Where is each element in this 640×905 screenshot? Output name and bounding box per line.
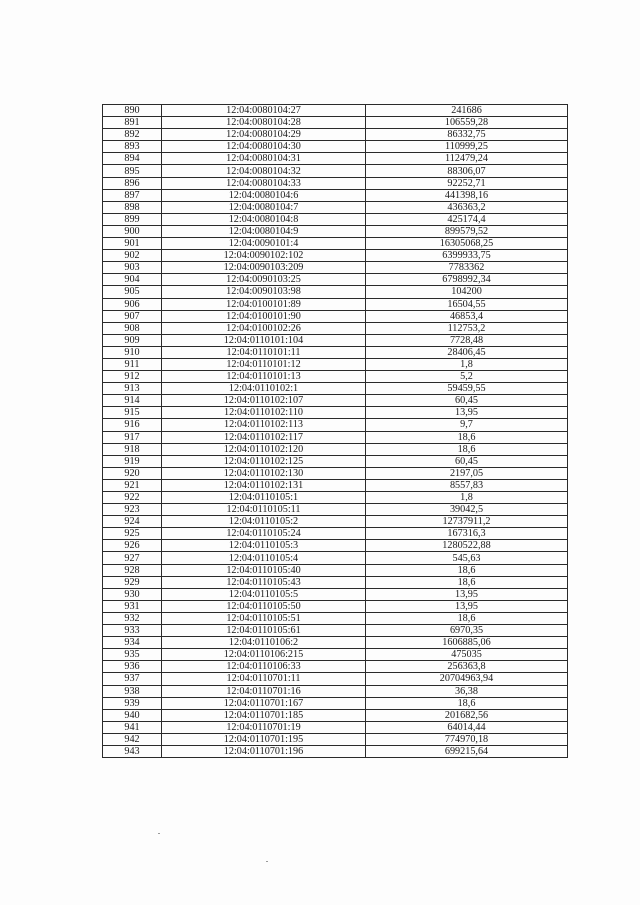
cadastral-number-cell: 12:04:0110105:43 xyxy=(162,576,366,588)
row-number-cell: 901 xyxy=(103,238,162,250)
value-cell: 18,6 xyxy=(366,564,568,576)
table-row xyxy=(103,588,568,600)
value-cell: 13,95 xyxy=(366,600,568,612)
value-cell: 167316,3 xyxy=(366,528,568,540)
cadastral-number-cell: 12:04:0110101:11 xyxy=(162,346,366,358)
cadastral-number-cell: 12:04:0110701:185 xyxy=(162,709,366,721)
cadastral-number-cell: 12:04:0110101:12 xyxy=(162,358,366,370)
cadastral-number-cell: 12:04:0110102:131 xyxy=(162,479,366,491)
row-number-cell: 920 xyxy=(103,467,162,479)
cadastral-number-cell: 12:04:0100101:90 xyxy=(162,310,366,322)
row-number-cell: 928 xyxy=(103,564,162,576)
cadastral-number-cell: 12:04:0100102:26 xyxy=(162,322,366,334)
cadastral-number-cell: 12:04:0110105:1 xyxy=(162,492,366,504)
cadastral-number-cell: 12:04:0110105:4 xyxy=(162,552,366,564)
value-cell: 13,95 xyxy=(366,588,568,600)
table-row xyxy=(103,637,568,649)
row-number-cell: 933 xyxy=(103,625,162,637)
table-row xyxy=(103,504,568,516)
value-cell: 5,2 xyxy=(366,371,568,383)
row-number-cell: 938 xyxy=(103,685,162,697)
cadastral-number-cell: 12:04:0110105:11 xyxy=(162,504,366,516)
cadastral-number-cell: 12:04:0090103:209 xyxy=(162,262,366,274)
row-number-cell: 914 xyxy=(103,395,162,407)
value-cell: 1606885,06 xyxy=(366,637,568,649)
row-number-cell: 937 xyxy=(103,673,162,685)
row-number-cell: 939 xyxy=(103,697,162,709)
value-cell: 18,6 xyxy=(366,431,568,443)
value-cell: 16504,55 xyxy=(366,298,568,310)
table-row xyxy=(103,165,568,177)
value-cell: 110999,25 xyxy=(366,141,568,153)
row-number-cell: 915 xyxy=(103,407,162,419)
table-row xyxy=(103,105,568,117)
table-row xyxy=(103,395,568,407)
table-row xyxy=(103,600,568,612)
value-cell: 104200 xyxy=(366,286,568,298)
table-row xyxy=(103,443,568,455)
row-number-cell: 932 xyxy=(103,612,162,624)
value-cell: 18,6 xyxy=(366,576,568,588)
row-number-cell: 903 xyxy=(103,262,162,274)
cadastral-number-cell: 12:04:0080104:7 xyxy=(162,201,366,213)
row-number-cell: 930 xyxy=(103,588,162,600)
table-row xyxy=(103,492,568,504)
row-number-cell: 923 xyxy=(103,504,162,516)
value-cell: 1,8 xyxy=(366,492,568,504)
table-row xyxy=(103,250,568,262)
cadastral-number-cell: 12:04:0090101:4 xyxy=(162,238,366,250)
row-number-cell: 902 xyxy=(103,250,162,262)
table-row xyxy=(103,407,568,419)
table-row xyxy=(103,238,568,250)
value-cell: 59459,55 xyxy=(366,383,568,395)
table-row xyxy=(103,153,568,165)
cadastral-number-cell: 12:04:0110106:2 xyxy=(162,637,366,649)
value-cell: 425174,4 xyxy=(366,213,568,225)
table-row xyxy=(103,262,568,274)
cadastral-number-cell: 12:04:0080104:9 xyxy=(162,225,366,237)
cadastral-number-cell: 12:04:0110105:2 xyxy=(162,516,366,528)
row-number-cell: 940 xyxy=(103,709,162,721)
table-row xyxy=(103,383,568,395)
row-number-cell: 936 xyxy=(103,661,162,673)
cadastral-number-cell: 12:04:0080104:8 xyxy=(162,213,366,225)
cadastral-number-cell: 12:04:0110701:195 xyxy=(162,733,366,745)
value-cell: 436363,2 xyxy=(366,201,568,213)
row-number-cell: 934 xyxy=(103,637,162,649)
table-row xyxy=(103,612,568,624)
table-row xyxy=(103,419,568,431)
scan-speck xyxy=(266,861,268,862)
cadastral-number-cell: 12:04:0110102:1 xyxy=(162,383,366,395)
row-number-cell: 925 xyxy=(103,528,162,540)
cadastral-number-cell: 12:04:0110701:16 xyxy=(162,685,366,697)
row-number-cell: 890 xyxy=(103,105,162,117)
cadastral-number-cell: 12:04:0110105:61 xyxy=(162,625,366,637)
value-cell: 241686 xyxy=(366,105,568,117)
row-number-cell: 926 xyxy=(103,540,162,552)
cadastral-number-cell: 12:04:0090103:98 xyxy=(162,286,366,298)
row-number-cell: 924 xyxy=(103,516,162,528)
table-row xyxy=(103,721,568,733)
table-row xyxy=(103,213,568,225)
value-cell: 545,63 xyxy=(366,552,568,564)
value-cell: 46853,4 xyxy=(366,310,568,322)
table-row xyxy=(103,298,568,310)
row-number-cell: 943 xyxy=(103,745,162,757)
value-cell: 64014,44 xyxy=(366,721,568,733)
row-number-cell: 911 xyxy=(103,358,162,370)
value-cell: 9,7 xyxy=(366,419,568,431)
cadastral-number-cell: 12:04:0100101:89 xyxy=(162,298,366,310)
cadastral-number-cell: 12:04:0110102:113 xyxy=(162,419,366,431)
value-cell: 7783362 xyxy=(366,262,568,274)
value-cell: 28406,45 xyxy=(366,346,568,358)
value-cell: 88306,07 xyxy=(366,165,568,177)
row-number-cell: 891 xyxy=(103,117,162,129)
row-number-cell: 893 xyxy=(103,141,162,153)
table-row xyxy=(103,225,568,237)
cadastral-number-cell: 12:04:0110105:51 xyxy=(162,612,366,624)
cadastral-number-cell: 12:04:0110105:3 xyxy=(162,540,366,552)
row-number-cell: 910 xyxy=(103,346,162,358)
cadastral-number-cell: 12:04:0110105:24 xyxy=(162,528,366,540)
table-row xyxy=(103,371,568,383)
cadastral-number-cell: 12:04:0110105:5 xyxy=(162,588,366,600)
table-row xyxy=(103,552,568,564)
value-cell: 16305068,25 xyxy=(366,238,568,250)
row-number-cell: 912 xyxy=(103,371,162,383)
table-row xyxy=(103,516,568,528)
value-cell: 6970,35 xyxy=(366,625,568,637)
value-cell: 7728,48 xyxy=(366,334,568,346)
table-row xyxy=(103,286,568,298)
row-number-cell: 941 xyxy=(103,721,162,733)
table-row xyxy=(103,540,568,552)
value-cell: 39042,5 xyxy=(366,504,568,516)
table-row xyxy=(103,322,568,334)
table-row xyxy=(103,346,568,358)
cadastral-value-table xyxy=(102,104,568,758)
value-cell: 899579,52 xyxy=(366,225,568,237)
row-number-cell: 935 xyxy=(103,649,162,661)
value-cell: 18,6 xyxy=(366,697,568,709)
cadastral-number-cell: 12:04:0080104:29 xyxy=(162,129,366,141)
row-number-cell: 899 xyxy=(103,213,162,225)
cadastral-number-cell: 12:04:0080104:32 xyxy=(162,165,366,177)
value-cell: 6399933,75 xyxy=(366,250,568,262)
cadastral-number-cell: 12:04:0080104:28 xyxy=(162,117,366,129)
cadastral-number-cell: 12:04:0080104:33 xyxy=(162,177,366,189)
cadastral-number-cell: 12:04:0110106:33 xyxy=(162,661,366,673)
scan-speck xyxy=(158,833,160,834)
row-number-cell: 896 xyxy=(103,177,162,189)
value-cell: 201682,56 xyxy=(366,709,568,721)
cadastral-number-cell: 12:04:0110102:110 xyxy=(162,407,366,419)
table-row xyxy=(103,431,568,443)
value-cell: 92252,71 xyxy=(366,177,568,189)
cadastral-number-cell: 12:04:0110701:19 xyxy=(162,721,366,733)
value-cell: 20704963,94 xyxy=(366,673,568,685)
row-number-cell: 922 xyxy=(103,492,162,504)
value-cell: 774970,18 xyxy=(366,733,568,745)
row-number-cell: 917 xyxy=(103,431,162,443)
cadastral-number-cell: 12:04:0110105:40 xyxy=(162,564,366,576)
cadastral-number-cell: 12:04:0110102:117 xyxy=(162,431,366,443)
table-row xyxy=(103,129,568,141)
cadastral-number-cell: 12:04:0080104:30 xyxy=(162,141,366,153)
row-number-cell: 916 xyxy=(103,419,162,431)
row-number-cell: 904 xyxy=(103,274,162,286)
value-cell: 1280522,88 xyxy=(366,540,568,552)
table-row xyxy=(103,177,568,189)
table-row xyxy=(103,274,568,286)
table-row xyxy=(103,745,568,757)
value-cell: 12737911,2 xyxy=(366,516,568,528)
row-number-cell: 898 xyxy=(103,201,162,213)
cadastral-number-cell: 12:04:0080104:6 xyxy=(162,189,366,201)
row-number-cell: 895 xyxy=(103,165,162,177)
cadastral-number-cell: 12:04:0110701:196 xyxy=(162,745,366,757)
row-number-cell: 892 xyxy=(103,129,162,141)
table-row xyxy=(103,673,568,685)
cadastral-number-cell: 12:04:0110102:107 xyxy=(162,395,366,407)
cadastral-number-cell: 12:04:0110102:125 xyxy=(162,455,366,467)
table-row xyxy=(103,358,568,370)
table-row xyxy=(103,455,568,467)
value-cell: 18,6 xyxy=(366,443,568,455)
value-cell: 475035 xyxy=(366,649,568,661)
row-number-cell: 906 xyxy=(103,298,162,310)
row-number-cell: 908 xyxy=(103,322,162,334)
table-body xyxy=(103,105,568,758)
table-row xyxy=(103,733,568,745)
table-row xyxy=(103,201,568,213)
value-cell: 6798992,34 xyxy=(366,274,568,286)
row-number-cell: 909 xyxy=(103,334,162,346)
value-cell: 60,45 xyxy=(366,455,568,467)
row-number-cell: 919 xyxy=(103,455,162,467)
table-row xyxy=(103,528,568,540)
value-cell: 699215,64 xyxy=(366,745,568,757)
cadastral-number-cell: 12:04:0110105:50 xyxy=(162,600,366,612)
value-cell: 256363,8 xyxy=(366,661,568,673)
cadastral-number-cell: 12:04:0090102:102 xyxy=(162,250,366,262)
cadastral-number-cell: 12:04:0110101:104 xyxy=(162,334,366,346)
table-row xyxy=(103,310,568,322)
value-cell: 8557,83 xyxy=(366,479,568,491)
cadastral-number-cell: 12:04:0110101:13 xyxy=(162,371,366,383)
table-row xyxy=(103,697,568,709)
value-cell: 112479,24 xyxy=(366,153,568,165)
table-row xyxy=(103,479,568,491)
cadastral-number-cell: 12:04:0080104:27 xyxy=(162,105,366,117)
row-number-cell: 929 xyxy=(103,576,162,588)
row-number-cell: 894 xyxy=(103,153,162,165)
value-cell: 60,45 xyxy=(366,395,568,407)
value-cell: 106559,28 xyxy=(366,117,568,129)
table-row xyxy=(103,467,568,479)
row-number-cell: 927 xyxy=(103,552,162,564)
value-cell: 441398,16 xyxy=(366,189,568,201)
row-number-cell: 931 xyxy=(103,600,162,612)
table-row xyxy=(103,564,568,576)
value-cell: 1,8 xyxy=(366,358,568,370)
row-number-cell: 907 xyxy=(103,310,162,322)
row-number-cell: 921 xyxy=(103,479,162,491)
table-row xyxy=(103,625,568,637)
value-cell: 86332,75 xyxy=(366,129,568,141)
cadastral-number-cell: 12:04:0110102:120 xyxy=(162,443,366,455)
table-row xyxy=(103,685,568,697)
value-cell: 36,38 xyxy=(366,685,568,697)
table-row xyxy=(103,334,568,346)
table-row xyxy=(103,141,568,153)
cadastral-number-cell: 12:04:0110106:215 xyxy=(162,649,366,661)
value-cell: 112753,2 xyxy=(366,322,568,334)
row-number-cell: 900 xyxy=(103,225,162,237)
cadastral-number-cell: 12:04:0090103:25 xyxy=(162,274,366,286)
table-row xyxy=(103,189,568,201)
value-cell: 2197,05 xyxy=(366,467,568,479)
value-cell: 18,6 xyxy=(366,612,568,624)
table-row xyxy=(103,117,568,129)
row-number-cell: 897 xyxy=(103,189,162,201)
cadastral-number-cell: 12:04:0110701:11 xyxy=(162,673,366,685)
value-cell: 13,95 xyxy=(366,407,568,419)
cadastral-number-cell: 12:04:0080104:31 xyxy=(162,153,366,165)
row-number-cell: 942 xyxy=(103,733,162,745)
row-number-cell: 918 xyxy=(103,443,162,455)
cadastral-number-cell: 12:04:0110102:130 xyxy=(162,467,366,479)
table-row xyxy=(103,709,568,721)
cadastral-number-cell: 12:04:0110701:167 xyxy=(162,697,366,709)
table-row xyxy=(103,649,568,661)
table-row xyxy=(103,576,568,588)
table-row xyxy=(103,661,568,673)
row-number-cell: 913 xyxy=(103,383,162,395)
row-number-cell: 905 xyxy=(103,286,162,298)
